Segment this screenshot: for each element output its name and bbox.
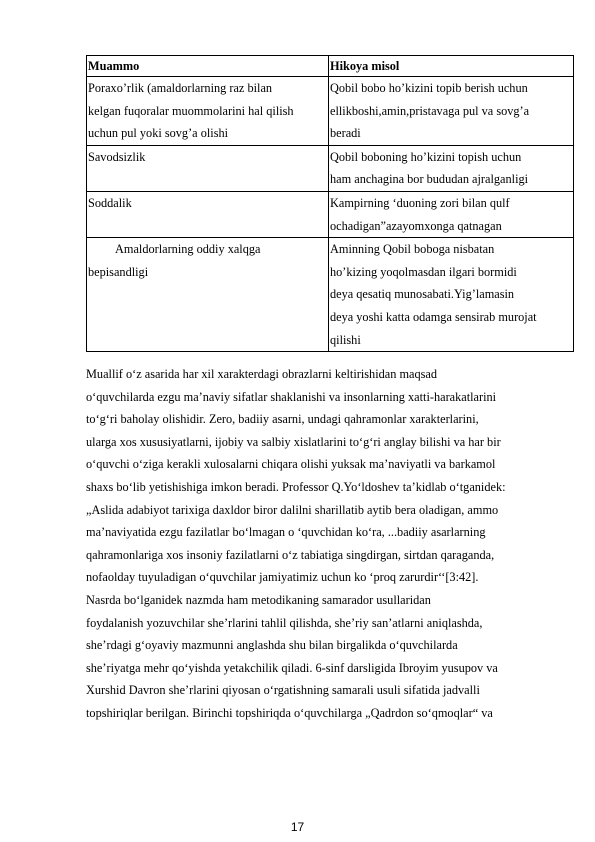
table-cell-example xyxy=(329,238,574,352)
paragraph-line: foydalanish yozuvchilar she’rlarini tahlil qilishda, she’riy san’atlarni aniqlashda, xyxy=(86,615,483,630)
paragraph-line: qahramonlariga xos insoniy fazilatlarni o‘z tabiatiga singdirgan, sirtdan qaraganda, xyxy=(86,547,495,562)
paragraph-line: she’rdagi g‘oyaviy mazmunni anglashda shu bilan birgalikda o‘quvchilarda xyxy=(86,638,458,653)
paragraph-line: o‘quvchi o‘ziga kerakli xulosalarni chiqara olishi yuksak ma’naviyatli va barkamol xyxy=(86,457,496,472)
paragraph-line: shaxs bo‘lib yetishishiga imkon beradi. Professor Q.Yo‘ldoshev ta’kidlab o‘tganidek: xyxy=(86,479,506,494)
column-header-hikoya-misol: Hikoya misol xyxy=(329,56,574,77)
paragraph-line: o‘quvchilarda ezgu ma’naviy sifatlar shaklanishi va insonlarning xatti-harakatlarini xyxy=(86,389,497,404)
table-row xyxy=(87,191,574,237)
cell-text: Amaldorlarning oddiy xalqga bepisandligi xyxy=(88,242,261,279)
paragraph-line: Xurshid Davron she’rlarini qiyosan o‘rgatishning samarali usuli sifatida jadvalli xyxy=(86,683,480,698)
cell-text: Qobil boboning ho’kizini topish uchun ham anchagina bor bududan ajralganligi xyxy=(330,149,529,187)
paragraph-line: ma’naviyatida ezgu fazilatlar bo‘lmagan o ‘quvchidan ko‘ra, ...badiiy asarlarning xyxy=(86,525,486,540)
body-paragraph xyxy=(86,363,576,725)
paragraph-line: Muallif o‘z asarida har xil xarakterdagi obrazlarni keltirishidan maqsad xyxy=(86,367,438,381)
paragraph-line: to‘g‘ri baholay olishidir. Zero, badiiy asarni, undagi qahramonlar xarakterlarini, xyxy=(86,412,479,427)
cell-text: Qobil bobo ho’kizini topib berish uchun ellikboshi,amin,pristavaga pul va sovg’a beradi xyxy=(330,81,530,141)
cell-text: Soddalik xyxy=(88,195,132,210)
table-cell-example xyxy=(329,191,574,237)
table-cell-example xyxy=(329,145,574,191)
table-cell-problem xyxy=(87,77,329,146)
table-header-row xyxy=(87,56,574,77)
comparison-table xyxy=(86,55,574,352)
table-cell-problem xyxy=(87,238,329,352)
table-cell-problem xyxy=(87,191,329,237)
cell-text: Kampirning ‘duoning zori bilan qulf ochadigan”azayomxonga qatnagan xyxy=(330,195,510,233)
column-header-muammo: Muammo xyxy=(87,56,329,77)
paragraph-line: she’riyatga mehr qo‘yishda yetakchilik qiladi. 6-sinf darsligida Ibroyim yusupov va xyxy=(86,660,498,675)
paragraph-line: Nasrda bo‘lganidek nazmda ham metodikaning samarador usullaridan xyxy=(86,592,431,607)
paragraph-line: „Aslida adabiyot tarixiga daxldor biror dalilni sharillatib aytib bera oladigan, ammo xyxy=(86,502,499,517)
table-row xyxy=(87,238,574,352)
cell-text: Poraxo’rlik (amaldorlarning raz bilan kelgan fuqoralar muommolarini hal qilish uchun pul yoki sovg’a olishi xyxy=(88,81,294,141)
table-cell-example xyxy=(329,77,574,146)
page-number: 17 xyxy=(290,820,305,834)
table-cell-problem xyxy=(87,145,329,191)
paragraph-line: nofaolday tuyuladigan o‘quvchilar jamiyatimiz uchun ko ‘proq zarurdir‘‘[3:42]. xyxy=(86,570,479,585)
table-row xyxy=(87,77,574,146)
cell-text: Aminning Qobil boboga nisbatan ho’kizing yoqolmasdan ilgari bormidi deya qesatiq munosabati.Yig’lamasin deya yoshi katta odamga sensirab murojat qilishi xyxy=(330,242,537,347)
paragraph-line: ularga xos xususiyatlarni, ijobiy va salbiy xislatlarini to‘g‘ri anglay bilishi va har bir xyxy=(86,434,501,449)
cell-text: Savodsizlik xyxy=(88,149,146,164)
paragraph-line: topshiriqlar berilgan. Birinchi topshiriqda o‘quvchilarga „Qadrdon so‘qmoqlar“ va xyxy=(86,705,493,720)
table-row xyxy=(87,145,574,191)
